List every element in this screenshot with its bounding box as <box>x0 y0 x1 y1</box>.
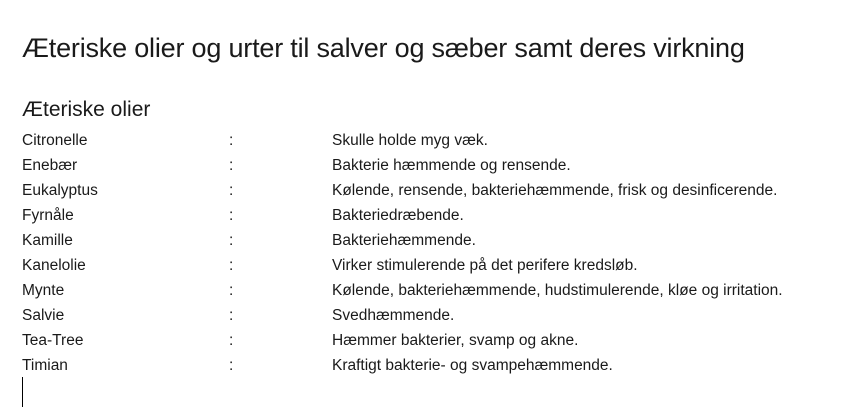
oil-effect: Kølende, bakteriehæmmende, hudstimulerende, kløe og irritation. <box>332 282 783 299</box>
list-item <box>22 153 862 178</box>
separator: : <box>229 282 234 299</box>
list-item <box>22 328 862 353</box>
oil-effect: Skulle holde myg væk. <box>332 132 488 149</box>
document-title: Æteriske olier og urter til salver og sæber samt deres virkning <box>22 33 745 63</box>
separator: : <box>229 332 234 349</box>
oil-name: Citronelle <box>22 132 88 149</box>
separator: : <box>229 132 234 149</box>
separator: : <box>229 357 234 374</box>
list-item <box>22 128 862 153</box>
oil-name: Enebær <box>22 157 78 174</box>
oil-effect: Bakteriehæmmende. <box>332 232 476 249</box>
oil-effect: Hæmmer bakterier, svamp og akne. <box>332 332 579 349</box>
oil-list <box>22 128 862 378</box>
oil-name: Fyrnåle <box>22 207 74 224</box>
separator: : <box>229 257 234 274</box>
oil-effect: Kraftigt bakterie- og svampehæmmende. <box>332 357 613 374</box>
list-item <box>22 178 862 203</box>
oil-name: Salvie <box>22 307 65 324</box>
list-item <box>22 228 862 253</box>
text-cursor <box>22 377 23 407</box>
oil-effect: Svedhæmmende. <box>332 307 455 324</box>
separator: : <box>229 232 234 249</box>
oil-name: Timian <box>22 357 68 374</box>
oil-effect: Kølende, rensende, bakteriehæmmende, frisk og desinficerende. <box>332 182 778 199</box>
list-item <box>22 203 862 228</box>
oil-name: Kanelolie <box>22 257 86 274</box>
oil-effect: Bakterie hæmmende og rensende. <box>332 157 571 174</box>
separator: : <box>229 157 234 174</box>
list-item <box>22 303 862 328</box>
oil-name: Tea-Tree <box>22 332 84 349</box>
oil-name: Eukalyptus <box>22 182 98 199</box>
list-item <box>22 278 862 303</box>
separator: : <box>229 307 234 324</box>
oil-effect: Virker stimulerende på det perifere kredsløb. <box>332 257 638 274</box>
list-item <box>22 253 862 278</box>
separator: : <box>229 182 234 199</box>
list-item <box>22 353 862 378</box>
section-heading: Æteriske olier <box>22 98 151 121</box>
separator: : <box>229 207 234 224</box>
oil-name: Kamille <box>22 232 73 249</box>
oil-name: Mynte <box>22 282 65 299</box>
oil-effect: Bakteriedræbende. <box>332 207 464 224</box>
